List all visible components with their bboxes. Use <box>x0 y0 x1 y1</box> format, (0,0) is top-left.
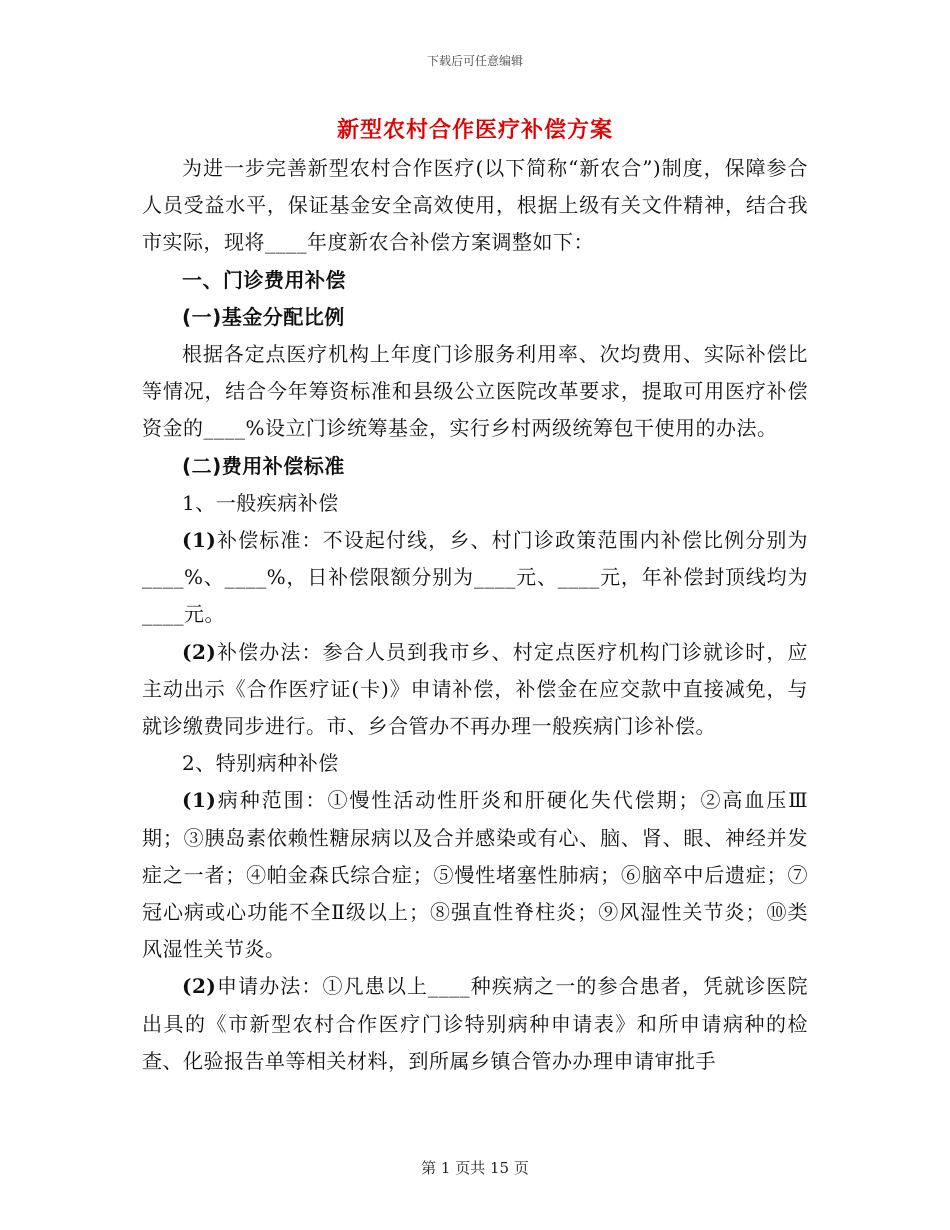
document-title: 新型农村合作医疗补偿方案 <box>336 118 613 143</box>
clause-text: 补偿标准：不设起付线，乡、村门诊政策范围内补偿比例分别为____%、____%，日补偿限额分别为____元、____元，年补偿封顶线均为____元。 <box>142 528 808 627</box>
intro-paragraph: 为进一步完善新型农村合作医疗(以下简称“新农合”)制度，保障参合人员受益水平，保证基金安全高效使用，根据上级有关文件精神，结合我市实际，现将____年度新农合补偿方案调整如下： <box>142 156 808 255</box>
item-heading-special-disease: 2、特别病种补偿 <box>182 751 339 776</box>
subsection-heading-compensation-standard: (二)费用补偿标准 <box>182 453 345 478</box>
page-number: 第 1 页共 15 页 <box>421 1159 529 1177</box>
disease-scope-paragraph <box>142 782 808 968</box>
general-standard-paragraph <box>142 522 808 634</box>
clause-text: 补偿办法：参合人员到我市乡、村定点医疗机构门诊就诊时，应主动出示《合作医疗证(卡)》申请补偿，补偿金在应交款中直接减免，与就诊缴费同步进行。市、乡合管办不再办理一般疾病门诊补偿。 <box>142 639 808 739</box>
application-method-paragraph <box>142 968 808 1080</box>
clause-number: (1) <box>182 788 217 813</box>
general-method-paragraph <box>142 634 808 746</box>
document-body <box>142 150 808 1080</box>
clause-number: (2) <box>182 974 217 999</box>
subsection-heading-fund-ratio: (一)基金分配比例 <box>182 304 345 329</box>
item-heading-general-disease: 1、一般疾病补偿 <box>182 490 339 515</box>
header-watermark: 下载后可任意编辑 <box>426 54 523 68</box>
fund-ratio-paragraph: 根据各定点医疗机构上年度门诊服务利用率、次均费用、实际补偿比等情况，结合今年筹资标准和县级公立医院改革要求，提取可用医疗补偿资金的____%设立门诊统筹基金，实行乡村两级统筹包干使用的办法。 <box>142 342 808 441</box>
clause-text: 病种范围：①慢性活动性肝炎和肝硬化失代偿期；②高血压Ⅲ期；③胰岛素依赖性糖尿病以及合并感染或有心、脑、肾、眼、神经并发症之一者；④帕金森氏综合症；⑤慢性堵塞性肺病；⑥脑卒中后遗症；⑦冠心病或心功能不全Ⅱ级以上；⑧强直性脊柱炎；⑨风湿性关节炎；⑩类风湿性关节炎。 <box>142 788 808 962</box>
clause-number: (2) <box>182 639 217 664</box>
section-heading-outpatient: 一、门诊费用补偿 <box>182 267 346 292</box>
clause-text: 申请办法：①凡患以上____种疾病之一的参合患者，凭就诊医院出具的《市新型农村合作医疗门诊特别病种申请表》和所申请病种的检查、化验报告单等相关材料，到所属乡镇合管办办理申请审批手 <box>142 974 808 1073</box>
clause-number: (1) <box>182 528 217 553</box>
